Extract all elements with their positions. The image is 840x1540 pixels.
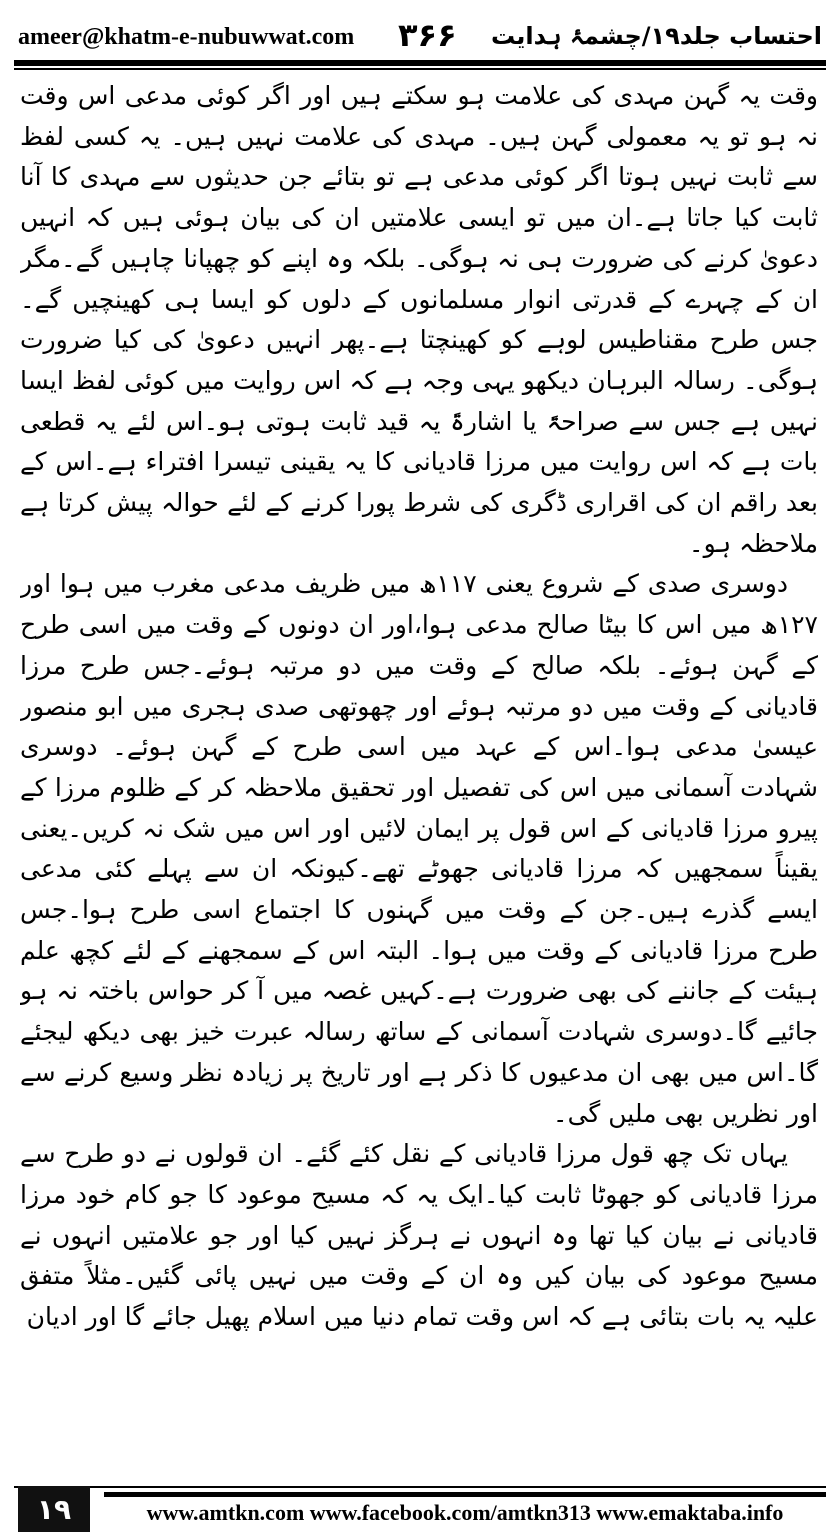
header-rule-thick — [14, 60, 826, 66]
footer-page-number: ۱۹ — [18, 1486, 90, 1532]
paragraph-2: دوسری صدی کے شروع یعنی ۱۱۷ھ میں ظریف مدعی مغرب میں ہوا اور ۱۲۷ھ میں اس کا بیٹا صالح مدعی ہوا،اور ان دونوں کے وقت میں اسی طرح کے گہن ہوئے۔ بلکہ صالح کے وقت میں دو مرتبہ ہوئے۔جس طرح مرزا قادیانی کے وقت میں دو مرتبہ ہوئے اور چھوتھی صدی ہجری میں ابو منصور عیسیٰ مدعی ہوا۔اس کے عہد میں اسی طرح کے گہن ہوئے۔ دوسری شہادت آسمانی میں اس کی تفصیل اور تحقیق ملاحظہ کر کے ظلوم مرزا کے پیرو مرزا قادیانی کے اس قول پر ایمان لائیں اور اس میں شک نہ کریں۔یعنی یقیناً سمجھیں کہ مرزا قادیانی جھوٹے تھے۔کیونکہ ان سے پہلے کئی مدعی ایسے گذرے ہیں۔جن کے وقت میں گہنوں کا اجتماع اسی طرح ہوا۔جس طرح مرزا قادیانی کے وقت میں ہوا۔ البتہ اس کے سمجھنے کے لئے کچھ علم ہیئت کے جاننے کی بھی ضرورت ہے۔کہیں غصہ میں آ کر حواس باختہ نہ ہو جائیے گا۔دوسری شہادت آسمانی کے ساتھ رسالہ عبرت خیز بھی دیکھ لیجئے گا۔اس میں بھی ان مدعیوں کا ذکر ہے اور تاریخ پر زیادہ نظر وسیع کرنے سے اور نظریں بھی ملیں گی۔ — [20, 569, 818, 1128]
footer-rule-thin — [14, 1486, 826, 1488]
header-page-number: ۳۶۶ — [398, 16, 457, 54]
paragraph-1: وقت یہ گہن مہدی کی علامت ہو سکتے ہیں اور اگر کوئی مدعی اس وقت نہ ہو تو یہ معمولی گہن ہیں۔ مہدی کی علامت نہیں ہیں۔ یہ کسی لفظ سے ثابت نہیں ہوتا اگر کوئی مدعی ہے تو بتائے جن حدیثوں سے مہدی کا آنا ثابت کیا جاتا ہے۔ان میں تو ایسی علامتیں ان کی بیان ہوئی ہیں کہ انہیں دعویٰ کرنے کی ضرورت ہی نہ ہوگی۔ بلکہ وہ اپنے کو چھپانا چاہیں گے۔مگر ان کے چہرے کے قدرتی انوار مسلمانوں کے دلوں کو ایسا ہی کھینچیں گے۔جس طرح مقناطیس لوہے کو کھینچتا ہے۔پھر انہیں دعویٰ کی کیا ضرورت ہوگی۔ رسالہ البرہان دیکھو یہی وجہ ہے کہ اس روایت میں کوئی لفظ ایسا نہیں ہے جس سے صراحۃً یا اشارۃً یہ قید ثابت ہوتی ہو۔اس لئے یہ قطعی بات ہے کہ اس روایت میں مرزا قادیانی کا یہ یقینی تیسرا افتراء ہے۔اس کے بعد راقم ان کی اقراری ڈگری کی شرط پورا کرنے کے لئے حوالہ پیش کرتا ہے ملاحظہ ہو۔ — [20, 81, 818, 558]
page-header — [14, 14, 826, 64]
header-email: ameer@khatm-e-nubuwwat.com — [18, 24, 355, 50]
footer-rule-thick — [104, 1492, 826, 1497]
paragraph-3: یہاں تک چھ قول مرزا قادیانی کے نقل کئے گئے۔ ان قولوں نے دو طرح سے مرزا قادیانی کو جھوٹا ثابت کیا۔ایک یہ کہ مسیح موعود کا جو کام خود مرزا قادیانی نے بیان کیا تھا وہ انہوں نے ہرگز نہیں کیا اور جو علامتیں انہوں نے مسیح موعود کی بیان کیں وہ ان کے وقت میں نہیں پائی گئیں۔مثلاً متفق علیہ یہ بات بتائی ہے کہ اس وقت تمام دنیا میں اسلام پھیل جائے گا اور ادیان — [20, 1139, 818, 1332]
header-rule-thin — [14, 68, 826, 70]
footer-links: www.amtkn.com www.facebook.com/amtkn313 www.emaktaba.info — [146, 1500, 784, 1525]
page-body — [20, 76, 818, 1472]
header-book-title: احتساب جلد۱۹/چشمۂ ہدایت — [490, 22, 822, 50]
